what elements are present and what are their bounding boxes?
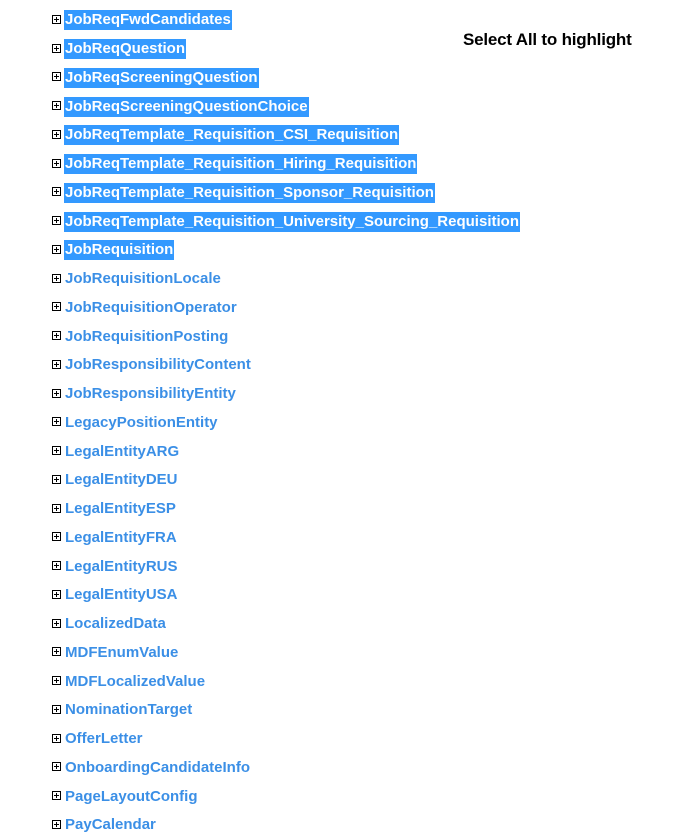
tree-item-label[interactable]: PayCalendar	[65, 816, 156, 834]
tree-item	[52, 782, 520, 811]
tree-item	[52, 380, 520, 409]
clipped-heading-fragment	[240, 0, 310, 2]
expand-plus-icon[interactable]	[52, 446, 61, 455]
expand-plus-icon[interactable]	[52, 532, 61, 541]
tree-item-label[interactable]: JobReqFwdCandidates	[65, 11, 231, 29]
tree-item	[52, 667, 520, 696]
expand-plus-icon[interactable]	[52, 734, 61, 743]
tree-item	[52, 639, 520, 668]
expand-plus-icon[interactable]	[52, 302, 61, 311]
expand-plus-icon[interactable]	[52, 504, 61, 513]
tree-item-label[interactable]: LocalizedData	[65, 615, 166, 633]
tree-item	[52, 524, 520, 553]
expand-plus-icon[interactable]	[52, 15, 61, 24]
expand-plus-icon[interactable]	[52, 72, 61, 81]
expand-plus-icon[interactable]	[52, 360, 61, 369]
expand-plus-icon[interactable]	[52, 245, 61, 254]
tree-item	[52, 265, 520, 294]
tree-item	[52, 150, 520, 179]
tree-item-label[interactable]: JobReqQuestion	[65, 40, 186, 58]
expand-plus-icon[interactable]	[52, 130, 61, 139]
expand-plus-icon[interactable]	[52, 417, 61, 426]
tree-item-label[interactable]: JobReqScreeningQuestionChoice	[65, 97, 308, 115]
expand-plus-icon[interactable]	[52, 101, 61, 110]
tree-item	[52, 179, 520, 208]
tree-item	[52, 552, 520, 581]
expand-plus-icon[interactable]	[52, 475, 61, 484]
expand-plus-icon[interactable]	[52, 389, 61, 398]
tree-item-label[interactable]: MDFEnumValue	[65, 643, 179, 661]
tree-item-label[interactable]: JobReqScreeningQuestion	[65, 68, 258, 86]
tree-item-label[interactable]: LegalEntityRUS	[65, 557, 178, 575]
expand-plus-icon[interactable]	[52, 705, 61, 714]
tree-item-label[interactable]: JobReqTemplate_Requisition_Sponsor_Requisition	[65, 183, 434, 201]
tree-item	[52, 35, 520, 64]
select-all-hint: Select All to highlight	[463, 30, 632, 49]
tree-item	[52, 610, 520, 639]
tree-item-label[interactable]: NominationTarget	[65, 701, 193, 719]
tree-item	[52, 466, 520, 495]
expand-plus-icon[interactable]	[52, 619, 61, 628]
expand-plus-icon[interactable]	[52, 216, 61, 225]
tree-item-label[interactable]: PageLayoutConfig	[65, 787, 198, 805]
tree-item	[52, 811, 520, 840]
expand-plus-icon[interactable]	[52, 331, 61, 340]
tree-item	[52, 495, 520, 524]
tree-item-label[interactable]: LegalEntityFRA	[65, 528, 177, 546]
tree-item	[52, 236, 520, 265]
tree-item-label[interactable]: LegalEntityESP	[65, 500, 176, 518]
tree-item	[52, 6, 520, 35]
tree-item-label[interactable]: JobReqTemplate_Requisition_CSI_Requisition	[65, 126, 399, 144]
tree-item-label[interactable]: LegacyPositionEntity	[65, 413, 218, 431]
expand-plus-icon[interactable]	[52, 647, 61, 656]
tree-item-label[interactable]: LegalEntityDEU	[65, 471, 178, 489]
tree-item	[52, 294, 520, 323]
tree-item-label[interactable]: LegalEntityUSA	[65, 586, 178, 604]
tree-item-label[interactable]: JobRequisitionOperator	[65, 298, 237, 316]
tree-item	[52, 437, 520, 466]
expand-plus-icon[interactable]	[52, 44, 61, 53]
tree-item	[52, 581, 520, 610]
expand-plus-icon[interactable]	[52, 187, 61, 196]
tree-item	[52, 409, 520, 438]
tree-item	[52, 64, 520, 93]
tree-item-label[interactable]: JobRequisitionPosting	[65, 327, 229, 345]
tree-item-label[interactable]: MDFLocalizedValue	[65, 672, 206, 690]
tree-item	[52, 351, 520, 380]
entity-tree	[52, 6, 520, 840]
tree-item	[52, 725, 520, 754]
tree-item	[52, 92, 520, 121]
tree-item-label[interactable]: LegalEntityARG	[65, 442, 180, 460]
expand-plus-icon[interactable]	[52, 159, 61, 168]
expand-plus-icon[interactable]	[52, 561, 61, 570]
tree-item	[52, 696, 520, 725]
tree-item	[52, 754, 520, 783]
tree-item-label[interactable]: JobReqTemplate_Requisition_Hiring_Requisition	[65, 155, 417, 173]
tree-item-label[interactable]: JobReqTemplate_Requisition_University_Sourcing_Requisition	[65, 212, 519, 230]
expand-plus-icon[interactable]	[52, 820, 61, 829]
tree-item-label[interactable]: JobRequisitionLocale	[65, 270, 221, 288]
tree-item-label[interactable]: JobResponsibilityContent	[65, 356, 251, 374]
tree-item-label[interactable]: OfferLetter	[65, 730, 143, 748]
tree-item	[52, 207, 520, 236]
expand-plus-icon[interactable]	[52, 590, 61, 599]
expand-plus-icon[interactable]	[52, 791, 61, 800]
expand-plus-icon[interactable]	[52, 274, 61, 283]
tree-item-label[interactable]: JobRequisition	[65, 241, 174, 259]
tree-item-label[interactable]: JobResponsibilityEntity	[65, 385, 236, 403]
expand-plus-icon[interactable]	[52, 762, 61, 771]
tree-item	[52, 322, 520, 351]
tree-item-label[interactable]: OnboardingCandidateInfo	[65, 758, 250, 776]
tree-item	[52, 121, 520, 150]
expand-plus-icon[interactable]	[52, 676, 61, 685]
